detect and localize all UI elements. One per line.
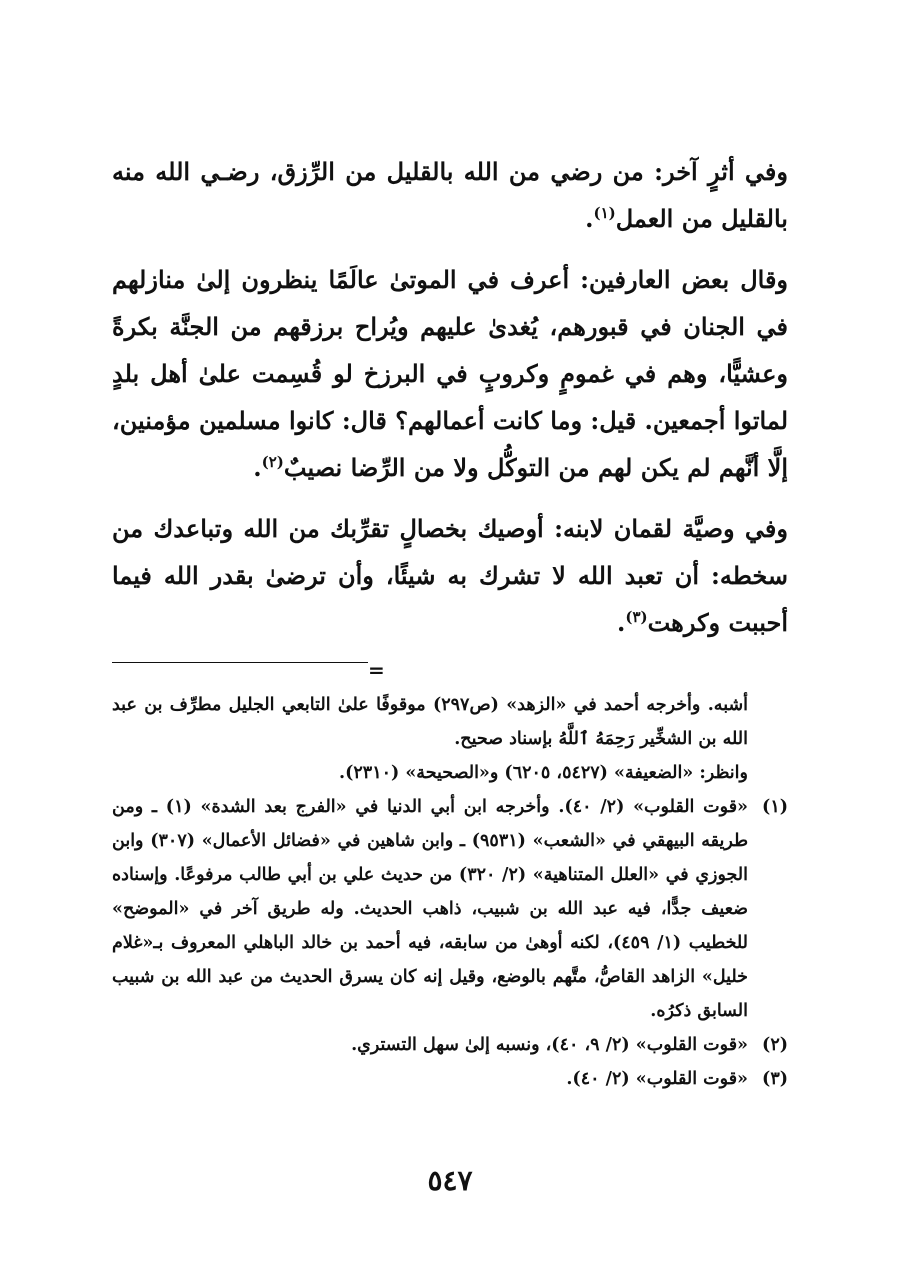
main-text	[112, 148, 788, 660]
footnote-number: (١)	[762, 797, 788, 817]
paragraph-end: .	[253, 453, 262, 482]
footnote-continuation-line: وانظر: «الضعيفة» (٥٤٢٧، ٦٢٠٥) و«الصحيحة» (٢٣١٠).	[339, 763, 748, 783]
footnote-1	[112, 790, 788, 1028]
footnote-ref-2[interactable]: (٢)	[261, 453, 284, 471]
separator-line	[112, 662, 368, 663]
paragraph-text: وقال بعض العارفين: أعرف في الموتىٰ عالَمًا ينظرون إلىٰ منازلهم في الجنان في قبورهم، يُغدىٰ عليهم ويُراح برزقهم من الجنَّة بكرةً وعشيًّا، وهم في غمومٍ وكروبٍ في البرزخ لو قُسِمت علىٰ أهل بلدٍ لماتوا أجمعين. قيل: وما كانت أعمالهم؟ قال: كانوا مسلمين مؤمنين، إلَّا أنَّهم لم يكن لهم من التوكُّل ولا من الرِّضا نصيبٌ	[112, 265, 789, 482]
footnote-ref-3[interactable]: (٣)	[625, 608, 648, 626]
paragraph-3	[112, 505, 788, 646]
footnote-text: «قوت القلوب» (٢/ ٩، ٤٠)، ونسبه إلىٰ سهل التستري.	[351, 1035, 748, 1055]
footnote-3	[112, 1062, 788, 1096]
paragraph-1	[112, 148, 788, 242]
paragraph-text: وفي وصيَّة لقمان لابنه: أوصيك بخصالٍ تقرِّبك من الله وتباعدك من سخطه: أن تعبد الله لا تشرك به شيئًا، وأن ترضىٰ بقدر الله فيما أحببت وكرهت	[112, 514, 788, 637]
continuation-mark: =	[368, 658, 385, 682]
footnote-continuation-line: أشبه. وأخرجه أحمد في «الزهد» (ص٢٩٧) موقوفًا علىٰ التابعي الجليل مطرِّف بن عبد الله بن الشخِّير رَحِمَهُ ٱللَّهُ بإسناد صحيح.	[112, 695, 748, 749]
footnote-number: (٣)	[762, 1069, 788, 1089]
paragraph-end: .	[585, 204, 594, 233]
footnote-ref-1[interactable]: (١)	[593, 204, 616, 222]
footnote-text: «قوت القلوب» (٢/ ٤٠).	[566, 1069, 748, 1089]
footnote-continuation	[112, 688, 788, 790]
paragraph-end: .	[616, 608, 626, 637]
page-number: ٥٤٧	[427, 1164, 473, 1197]
paragraph-text: وفي أثرٍ آخر: من رضي من الله بالقليل من الرِّزق، رضـي الله منه بالقليل من العمل	[112, 157, 788, 233]
footnote-text: «قوت القلوب» (٢/ ٤٠). وأخرجه ابن أبي الدنيا في «الفرج بعد الشدة» (١) ـ ومن طريقه البيهقي في «الشعب» (٩٥٣١) ـ وابن شاهين في «فضائل الأعمال» (٣٠٧) وابن الجوزي في «العلل المتناهية» (٢/ ٣٢٠) من حديث علي بن أبي طالب مرفوعًا. وإسناده ضعيف جدًّا، فيه عبد الله بن شبيب، ذاهب الحديث. وله طريق آخر في «الموضح» للخطيب (١/ ٤٥٩)، لكنه أوهىٰ من سابقه، فيه أحمد بن خالد الباهلي المعروف بـ«غلام خليل» الزاهد القاصُّ، متَّهم بالوضع، وقيل إنه كان يسرق الحديث من عبد الله بن شبيب السابق ذكرُه.	[112, 797, 749, 1021]
footnote-2	[112, 1028, 788, 1062]
footnote-separator	[112, 658, 788, 682]
footnotes	[112, 688, 788, 1096]
paragraph-2	[112, 256, 788, 491]
footnote-number: (٢)	[762, 1035, 788, 1055]
